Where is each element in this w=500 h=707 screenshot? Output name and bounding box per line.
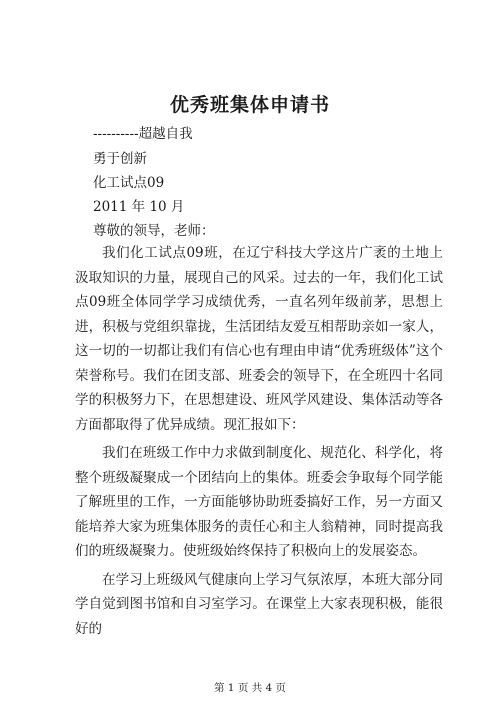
document-body — [75, 241, 443, 641]
body-paragraph-2: 我们在班级工作中力求做到制度化、规范化、科学化，将整个班级凝聚成一个团结向上的集体。班委会争取每个同学能了解班里的工作，一方面能够协助班委搞好工作，另一方面又能培养大家为班集体服务的责任心和主人翁精神，同时提高我们的班级凝聚力。使班级始终保持了积极向上的发展姿态。 — [75, 445, 443, 559]
class-name-line: 化工试点09 — [93, 175, 165, 191]
document-title: 优秀班集体申请书 — [169, 94, 330, 116]
salutation-line: 尊敬的领导，老师： — [93, 223, 215, 239]
date-line: 2011 年 10 月 — [93, 199, 185, 215]
page-footer: 第 1 页 共 4 页 — [213, 682, 287, 694]
body-paragraph-3: 在学习上班级风气健康向上学习气氛浓厚，本班大部分同学自觉到图书馆和自习室学习。在课堂上大家表现积极，能很好的 — [75, 571, 443, 637]
body-paragraph-1: 我们化工试点09班，在辽宁科技大学这片广袤的土地上汲取知识的力量，展现自己的风采。过去的一年，我们化工试点09班全体同学学习成绩优秀，一直名列年级前茅，思想上进，积极与党组织靠拢，生活团结友爱互相帮助亲如一家人，这一切的一切都让我们有信心也有理由申请“优秀班级体”这个荣誉称号。我们在团支部、班委会的领导下，在全班四十名同学的积极努力下，在思想建设、班风学风建设、集体活动等各方面都取得了优异成绩。现汇报如下： — [75, 245, 443, 433]
motto-line-2: 勇于创新 — [93, 151, 147, 167]
motto-line-1: ----------超越自我 — [93, 126, 193, 142]
